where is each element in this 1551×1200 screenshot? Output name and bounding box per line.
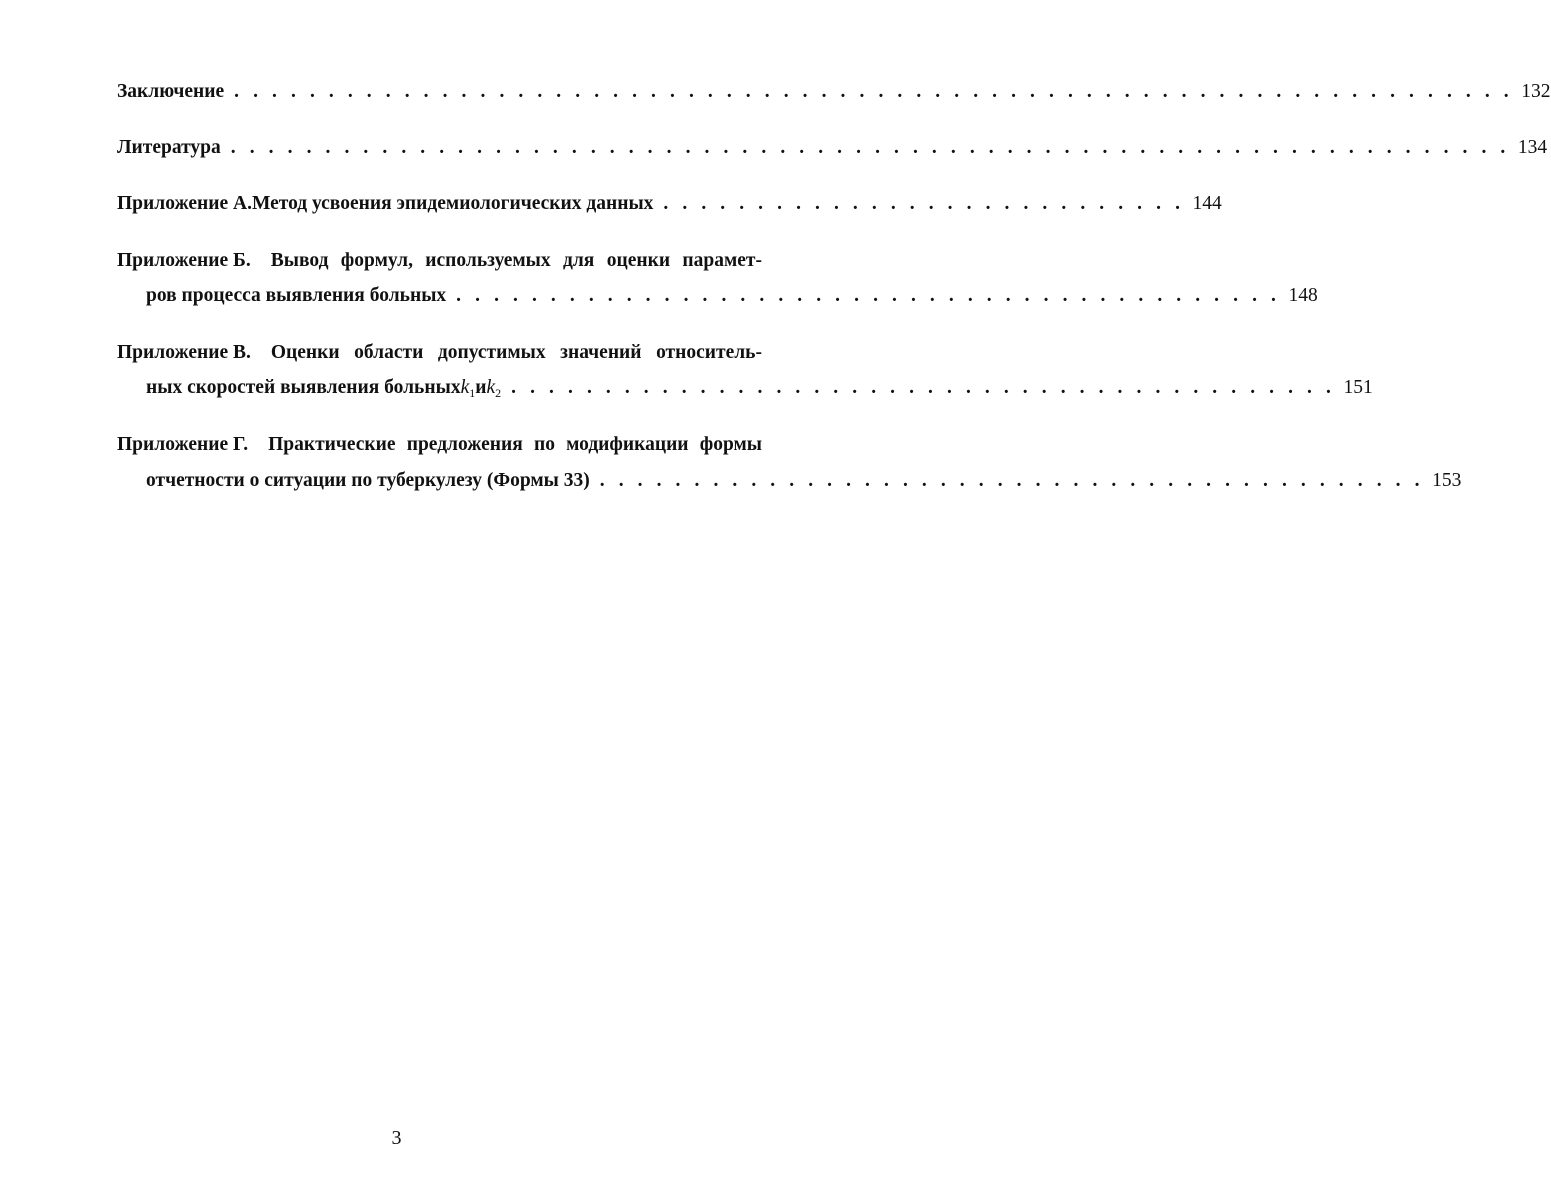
toc-entry-appendix-a[interactable] (117, 192, 1222, 216)
dot-leader: . . . . . . . . . . . . . . . . . . . . . . . . . . . . (663, 193, 1185, 214)
dot-leader: . . . . . . . . . . . . . . . . . . . . . . . . . . . . . . . . . . . . . . . . . . . . (599, 470, 1425, 491)
toc-title: Метод усвоения эпидемиологических данных (251, 193, 654, 214)
toc-label: Приложение Г. (117, 434, 249, 455)
variable-k1: $k_1$ (460, 377, 476, 400)
toc-title: Вывод формул, используемых для оценки парамет- (270, 250, 762, 271)
conjunction: и (475, 377, 487, 398)
toc-entry-appendix-v-line1[interactable] (117, 341, 762, 365)
toc-page-number: 151 (1343, 377, 1373, 398)
toc-page-number: 134 (1517, 137, 1548, 158)
toc-entry-appendix-b-line1[interactable] (117, 249, 762, 273)
toc-entry-appendix-v-line2[interactable] (146, 376, 1373, 405)
toc-page-number: 148 (1288, 285, 1318, 306)
toc-entry-appendix-g-line2[interactable] (146, 469, 1462, 493)
toc-label: Приложение Б. (117, 250, 251, 271)
toc-entry-conclusion[interactable] (117, 80, 1551, 104)
toc-title-continued: отчетности о ситуации по туберкулезу (Формы 33) (146, 470, 590, 491)
toc-entry-appendix-b-line2[interactable] (146, 284, 1318, 308)
toc-page-number: 144 (1192, 193, 1222, 214)
toc-label: Приложение А. (117, 193, 252, 214)
toc-page-number: 132 (1521, 81, 1551, 102)
toc-title: Литература (117, 137, 221, 158)
toc-page-number: 153 (1432, 470, 1462, 491)
variable-k2: $k_2$ (486, 377, 502, 400)
toc-title-continued: ных скоростей выявления больных (146, 377, 461, 398)
page-number: 3 (391, 1127, 402, 1149)
dot-leader: . . . . . . . . . . . . . . . . . . . . . . . . . . . . . . . . . . . . . . . . . . . . (456, 285, 1281, 306)
toc-title-continued: ров процесса выявления больных (146, 285, 447, 306)
toc-title: Заключение (117, 81, 225, 102)
toc-entry-appendix-g-line1[interactable] (117, 433, 762, 457)
dot-leader: . . . . . . . . . . . . . . . . . . . . . . . . . . . . . . . . . . . . . . . . . . . . . . . . . . . . . . . . . . . . . . . . . . . . (230, 137, 1510, 158)
toc-title: Оценки области допустимых значений относитель- (270, 342, 762, 363)
toc-label: Приложение В. (117, 342, 251, 363)
toc-entry-literature[interactable] (117, 136, 1548, 160)
dot-leader: . . . . . . . . . . . . . . . . . . . . . . . . . . . . . . . . . . . . . . . . . . . . (511, 377, 1336, 398)
dot-leader: . . . . . . . . . . . . . . . . . . . . . . . . . . . . . . . . . . . . . . . . . . . . . . . . . . . . . . . . . . . . . . . . . . . . (234, 81, 1514, 102)
toc-title: Практические предложения по модификации формы (268, 434, 762, 455)
